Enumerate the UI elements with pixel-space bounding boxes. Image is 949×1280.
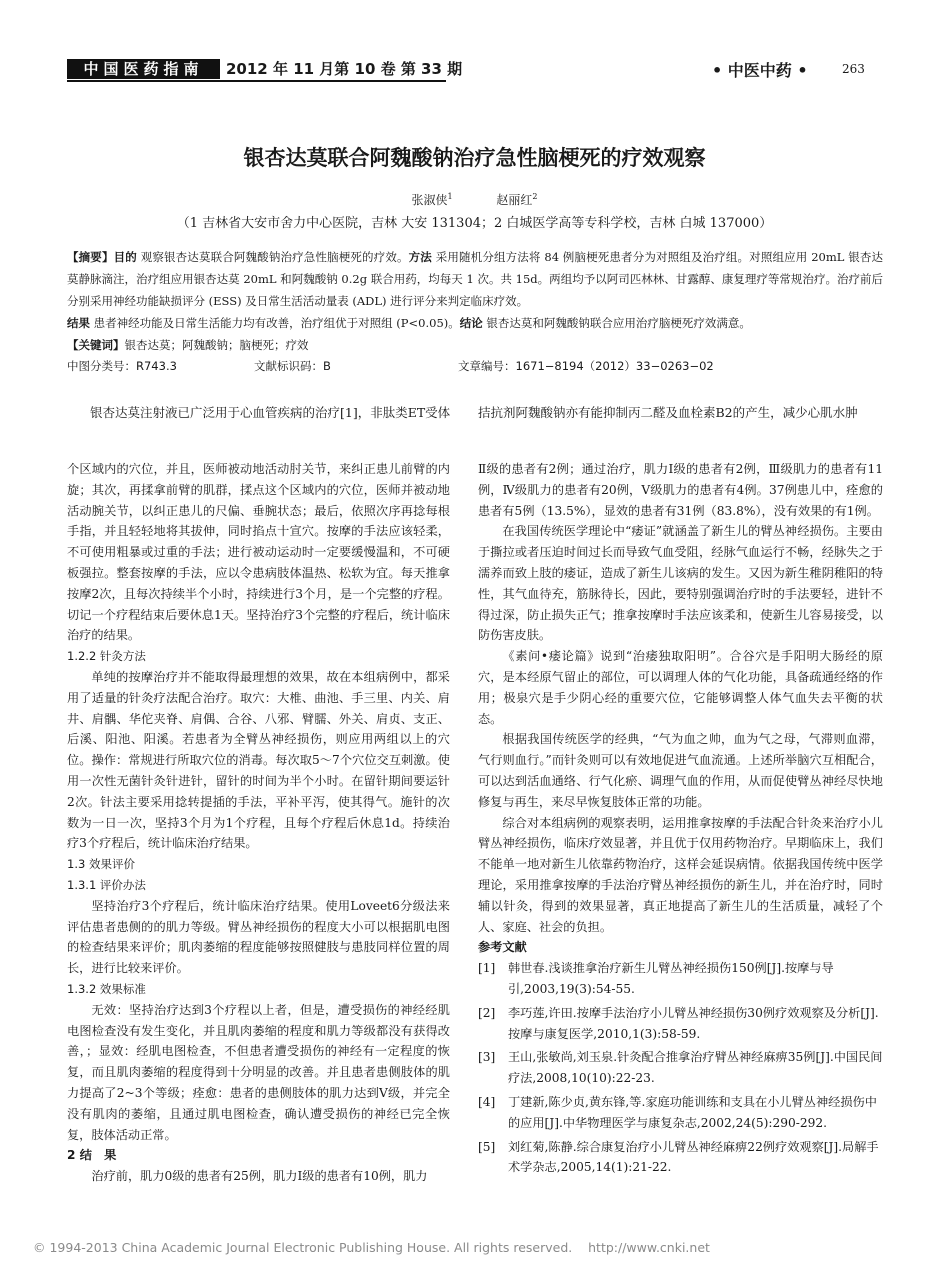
abstract-label: 【摘要】 xyxy=(67,250,114,264)
paragraph: 根据我国传统医学的经典，“气为血之帅，血为气之母，气滞则血滞，气行则血行。”而针灸则可以有效地促进气血流通。上述所举脑穴互相配合，可以达到活血通络、行气化瘀、调理气血的作用，从而促使臂丛神经尽快地修复与再生，来尽早恢复肢体正常的功能。 xyxy=(478,732,883,809)
author-1: 张淑侠$^1$ xyxy=(411,192,453,207)
issue-info: 2012 年 11 月第 10 卷 第 33 期 xyxy=(226,60,463,78)
paragraph: Ⅱ级的患者有2例；通过治疗，肌力Ⅰ级的患者有2例，Ⅲ级肌力的患者有11例，Ⅳ级肌力的患者有20例，Ⅴ级肌力的患者有4例。37例患儿中，痊愈的患者有5例（13.5%），显效的患者有31例（83.8%），没有效果的有1例。 xyxy=(478,462,883,518)
method-text: 采用随机分组方法将 84 例脑梗死患者分为对照组及治疗组。对照组应用 20mL 银杏达莫静脉滴注，治疗组应用银杏达莫 20mL 和阿魏酸钠 0.2g 联合用药，均每天 1 次。共 15d。两组均予以阿司匹林林、甘露醇、康复理疗等常规治疗。治疗前后分别采用神经功能缺损评分 (ESS) 及日常生活活动量表 (ADL) 进行评分来判定临床疗效。 xyxy=(67,250,884,308)
paragraph: 治疗前，肌力0级的患者有25例，肌力Ⅰ级的患者有10例，肌力 xyxy=(91,1169,428,1184)
paragraph: 《素问•痿论篇》说到“治痿独取阳明”。合谷穴是手阳明大肠经的原穴，是本经原气留止的部位，可以调理人体的气化功能，具备疏通经络的作用；极泉穴是手少阴心经的重要穴位，它能够调整人体气血失去平衡的状态。 xyxy=(478,649,883,726)
right-column xyxy=(478,459,883,1181)
header-rule xyxy=(67,80,446,82)
paragraph: 在我国传统医学理论中“痿证”就涵盖了新生儿的臂丛神经损伤。主要由于撕拉或者压迫时间过长而导致气血受阻，经脉气血运行不畅，经脉失之于濡养而致上肢的痿证，造成了新生儿该病的发生。又因为新生稚阴稚阳的特性，其气血待充，筋脉待长，因此，要特别强调治疗时的手法要轻，进针不得过深，防止损失正气；推拿按摩时手法应该柔和，使新生儿容易接受，以防伤害皮肤。 xyxy=(478,524,883,643)
method-label: 方法 xyxy=(408,250,432,264)
page-number: 263 xyxy=(842,62,865,76)
paragraph: 坚持治疗3个疗程后，统计临床治疗结果。使用Loveet6分级法来评估患者患侧的的肌力等级。臂丛神经损伤的程度大小可以根据肌电图的检查结果来评价；肌肉萎缩的程度能够按照健肢与患肢同样位置的周长，进行比较来评价。 xyxy=(67,898,450,976)
article-title: 银杏达莫联合阿魏酸钠治疗急性脑梗死的疗效观察 xyxy=(243,146,706,170)
document-code: 文献标识码：B xyxy=(254,359,331,373)
left-column xyxy=(67,459,450,1187)
keywords-text: 银杏达莫；阿魏酸钠；脑梗死；疗效 xyxy=(124,338,309,352)
result-label: 结果 xyxy=(67,316,90,330)
paragraph: 综合对本组病例的观察表明，运用推拿按摩的手法配合针灸来治疗小儿臂丛神经损伤，临床疗效显著，并且优于仅用药物治疗。早期临床上，我们不能单一地对新生儿依靠药物治疗，这样会延误病情。依据我国传统中医学理论，采用推拿按摩的手法治疗臂丛神经损伤的新生儿，并在治疗时，同时辅以针灸，得到的效果显著，真正地提高了新生儿的生活质量，减轻了个人、家庭、社会的负担。 xyxy=(478,815,883,934)
references-title: 参考文献 xyxy=(478,940,527,955)
article-number: 文章编号：1671−8194（2012）33−0263−02 xyxy=(458,359,714,373)
author-2: 赵丽红$^2$ xyxy=(496,192,538,207)
abstract xyxy=(67,246,883,334)
conclusion-label: 结论 xyxy=(459,316,483,330)
section-heading: 1.3.2 效果标准 xyxy=(67,981,146,996)
copyright-footer: © 1994-2013 China Academic Journal Electronic Publishing House. All rights reserved. http://www.cnki.net xyxy=(33,1240,710,1255)
affiliation: （1 吉林省大安市舍力中心医院，吉林 大安 131304；2 白城医学高等专科学校，吉林 白城 137000） xyxy=(176,216,773,231)
keywords-label: 【关键词】 xyxy=(67,338,125,352)
conclusion-text: 银杏达莫和阿魏酸钠联合应用治疗脑梗死疗效满意。 xyxy=(486,316,751,330)
reference-item: [4] 丁建新,陈少贞,黄东锋,等.家庭功能训练和支具在小儿臂丛神经损伤中的应用[J].中华物理医学与康复杂志,2002,24(5):290-292. xyxy=(478,1094,877,1130)
paragraph: 单纯的按摩治疗并不能取得最理想的效果，故在本组病例中，都采用了适量的针灸疗法配合治疗。取穴：大椎、曲池、手三里、内关、肩井、肩髃、华佗夹脊、肩偶、合谷、八邪、臂臑、外关、肩贞、支正、后溪、阳池、阳溪。若患者为全臂丛神经损伤，则应用两组以上的穴位。操作：常规进行所取穴位的消毒。每次取5～7个穴位交互刺激。使用一次性无菌针灸针进针，留针的时间为半个小时。在留针期间要运针2次。针法主要采用捻转提插的手法，平补平泻，使其得气。施针的次数为一日一次，坚持3个月为1个疗程，且每个疗程后休息1d。持续治疗3个疗程后，统计临床治疗结果。 xyxy=(67,669,450,851)
section-name: • 中医中药 • xyxy=(712,61,808,80)
section-heading: 2 结 果 xyxy=(67,1148,117,1163)
keywords xyxy=(67,334,309,356)
journal-name: 中国医药指南 xyxy=(67,59,220,79)
result-text: 患者神经功能及日常生活能力均有改善，治疗组优于对照组 (P<0.05)。 xyxy=(93,316,460,330)
section-heading: 1.3 效果评价 xyxy=(67,857,135,872)
section-heading: 1.2.2 针灸方法 xyxy=(67,649,146,664)
intro-right: 拮抗剂阿魏酸钠亦有能抑制丙二醛及血栓素B2的产生，减少心肌水肿 xyxy=(478,405,858,420)
reference-item: [5] 刘红菊,陈静.综合康复治疗小儿臂丛神经麻痹22例疗效观察[J].局解手术学杂志,2005,14(1):21-22. xyxy=(478,1139,879,1175)
reference-item: [3] 王山,张敏尚,刘玉泉.针灸配合推拿治疗臂丛神经麻痹35例[J].中国民间疗法,2008,10(10):22-23. xyxy=(478,1050,883,1086)
authors xyxy=(0,191,949,208)
reference-item: [1] 韩世春.浅谈推拿治疗新生儿臂丛神经损伤150例[J].按摩与导引,2003,19(3):54-55. xyxy=(478,961,834,996)
intro-left: 银杏达莫注射液已广泛用于心血管疾病的治疗[1]，非肽类ET受体 xyxy=(90,405,451,420)
paragraph: 个区域内的穴位，并且，医师被动地活动肘关节，来纠正患儿前臂的内旋；其次，再揉拿前臂的肌群，揉点这个区域内的穴位，医师并被动地活动腕关节，以纠正患儿的尺偏、垂腕状态；最后，依照次序再捻每根手指，并且轻轻地将其拔伸，同时掐点十宣穴。按摩的手法应该轻柔，不可使用粗暴或过重的手法；进行被动运动时一定要缓慢温和，不可硬板强拉。整套按摩的手法，应以令患病肢体温热、松软为宜。每天推拿按摩2次，且每次持续半个小时，持续进行3个月，是一个完整的疗程。切记一个疗程结束后要休息1天。坚持治疗3个完整的疗程后，统计临床治疗的结果。 xyxy=(67,462,450,643)
section-heading: 1.3.1 评价办法 xyxy=(67,877,146,892)
purpose-label: 目的 xyxy=(113,250,137,264)
purpose-text: 观察银杏达莫联合阿魏酸钠治疗急性脑梗死的疗效。 xyxy=(140,250,409,264)
reference-item: [2] 李巧莲,许田.按摩手法治疗小儿臂丛神经损伤30例疗效观察及分析[J].按摩与康复医学,2010,1(3):58-59. xyxy=(478,1005,879,1041)
clc-number: 中图分类号：R743.3 xyxy=(67,359,177,373)
paragraph: 无效：坚持治疗达到3个疗程以上者，但是，遭受损伤的神经经肌电图检查没有发生变化，并且肌肉萎缩的程度和肌力等级都没有获得改善，；显效：经肌电图检查，不但患者遭受损伤的神经有一定程度的恢复，而且肌肉萎缩的程度得到十分明显的改善。并且患者患侧肢体的肌力提高了2~3个等级；痊愈：患者的患侧肢体的肌力达到V级，并完全没有肌肉的萎缩，且通过肌电图检查，确认遭受损伤的神经已完全恢复，肢体活动正常。 xyxy=(67,1002,450,1142)
